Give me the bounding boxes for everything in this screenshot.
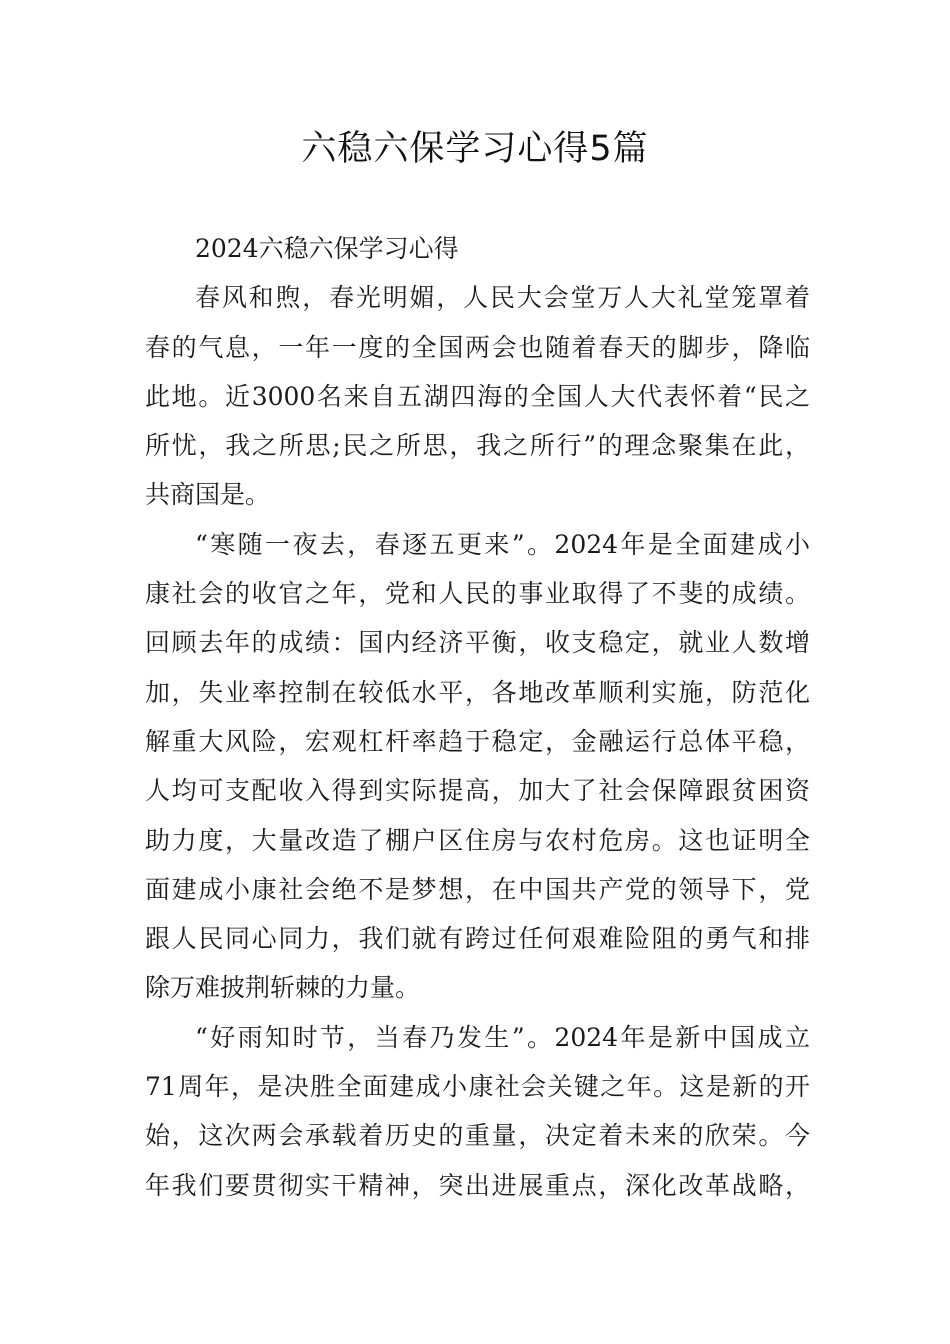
paragraph-line: 此地。近3000名来自五湖四海的全国人大代表怀着“民之 <box>145 381 810 411</box>
paragraph-line: 71周年，是决胜全面建成小康社会关键之年。这是新的开 <box>145 1072 810 1102</box>
paragraph-line: 春的气息，一年一度的全国两会也随着春天的脚步，降临 <box>145 332 810 362</box>
paragraph-line: 人均可支配收入得到实际提高，加大了社会保障跟贫困资 <box>145 776 810 806</box>
paragraph-line: 所忧，我之所思;民之所思，我之所行”的理念聚集在此， <box>145 431 810 461</box>
paragraph-line: 春风和煦，春光明媚，人民大会堂万人大礼堂笼罩着 <box>195 283 810 313</box>
section-heading: 2024六稳六保学习心得 <box>195 234 459 263</box>
paragraph-line: 年我们要贯彻实干精神，突出进展重点，深化改革战略， <box>145 1170 810 1200</box>
paragraph-line: 康社会的收官之年，党和人民的事业取得了不斐的成绩。 <box>145 579 810 609</box>
document-body <box>145 224 810 1210</box>
paragraph-line: 始，这次两会承载着历史的重量，决定着未来的欣荣。今 <box>145 1121 810 1151</box>
paragraph-line: 面建成小康社会绝不是梦想，在中国共产党的领导下，党 <box>145 874 810 904</box>
paragraph-line: 除万难披荆斩棘的力量。 <box>145 973 421 1003</box>
paragraph-line: 跟人民同心同力，我们就有跨过任何艰难险阻的勇气和排 <box>145 924 810 954</box>
paragraph-line: “寒随一夜去，春逐五更来”。2024年是全面建成小 <box>195 529 810 559</box>
document-title: 六稳六保学习心得5篇 <box>301 129 649 169</box>
paragraph-line: 回顾去年的成绩：国内经济平衡，收支稳定，就业人数增 <box>145 628 810 658</box>
paragraph-line: 解重大风险，宏观杠杆率趋于稳定，金融运行总体平稳， <box>145 726 810 756</box>
paragraph-line: 加，失业率控制在较低水平，各地改革顺利实施，防范化 <box>145 677 810 707</box>
paragraph-line: 助力度，大量改造了棚户区住房与农村危房。这也证明全 <box>145 825 810 855</box>
paragraph-line: 共商国是。 <box>145 480 271 510</box>
paragraph-line: “好雨知时节，当春乃发生”。2024年是新中国成立 <box>195 1022 810 1052</box>
